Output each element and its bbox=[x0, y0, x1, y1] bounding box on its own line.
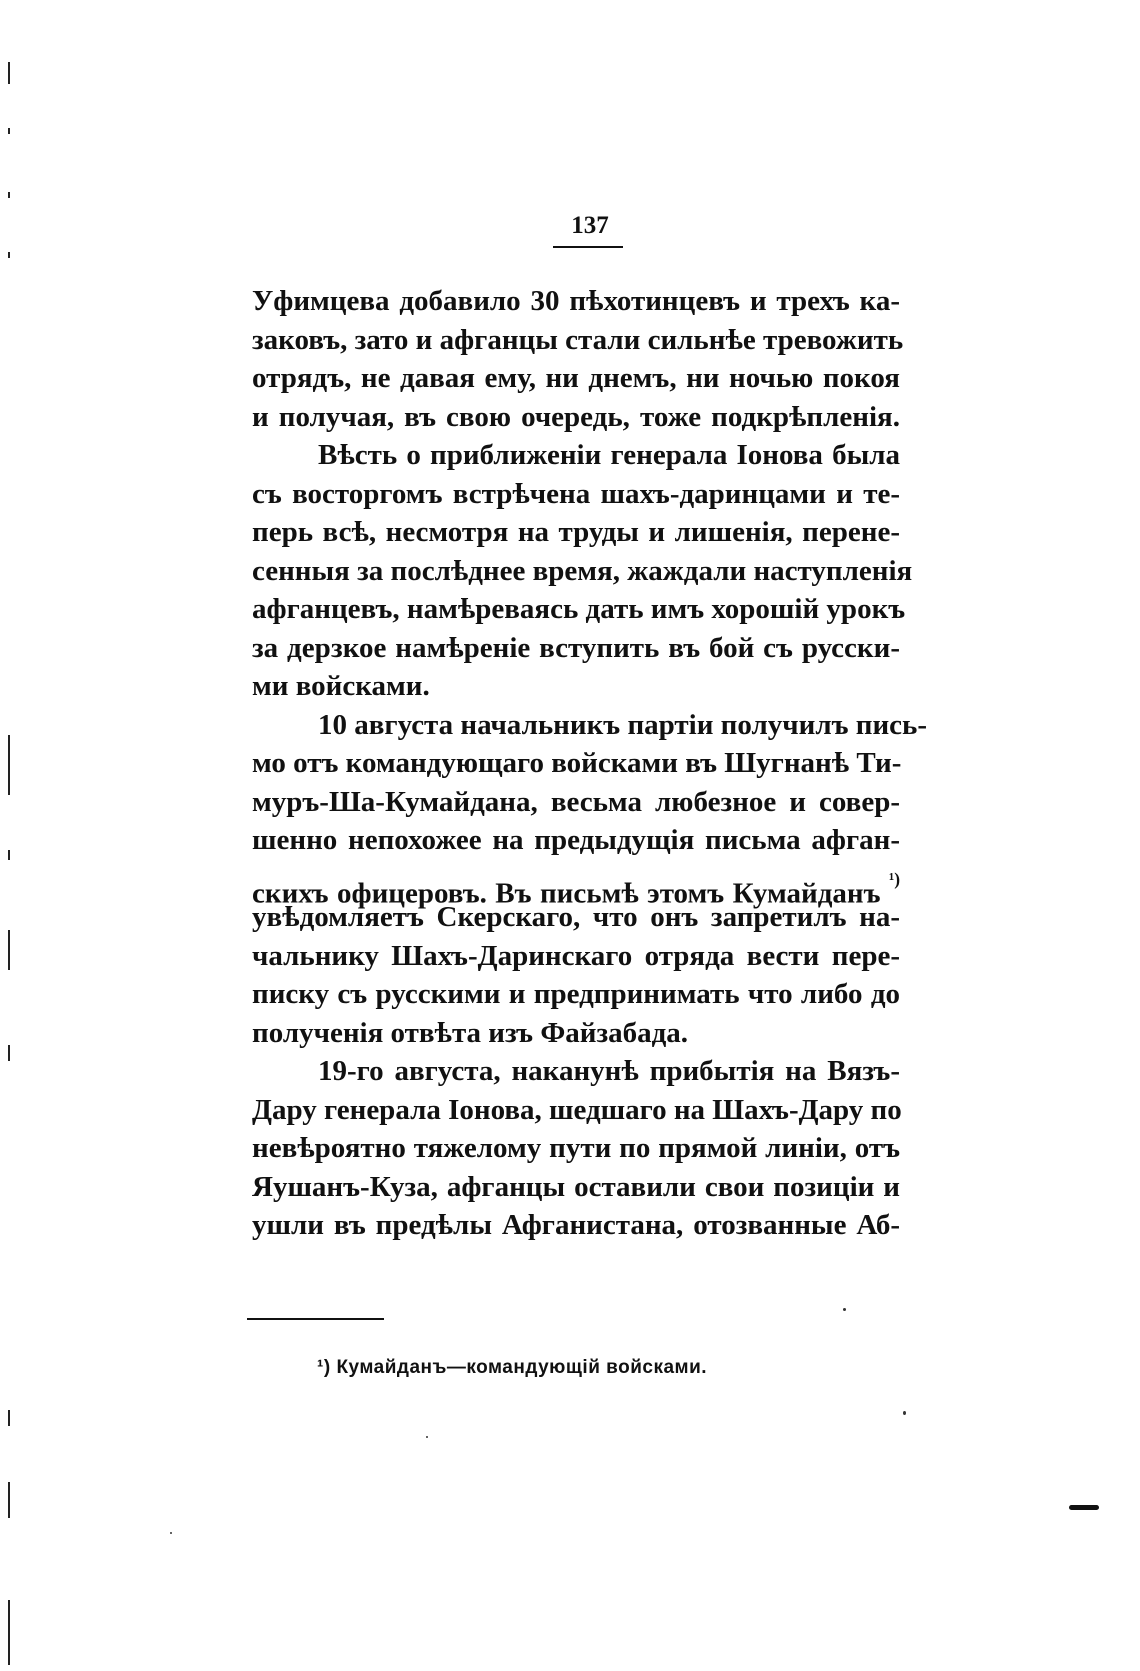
scan-margin-mark bbox=[8, 1482, 10, 1518]
scan-speck bbox=[903, 1411, 906, 1415]
text-line: сенныя за послѣднее время, жаждали наступленія bbox=[252, 554, 913, 587]
scan-dash-mark bbox=[1069, 1505, 1099, 1510]
text-line: заковъ, зато и афганцы стали сильнѣе тревожить bbox=[252, 323, 904, 356]
text-line: невѣроятно тяжелому пути по прямой линіи, отъ bbox=[252, 1132, 900, 1164]
scan-margin-mark bbox=[8, 735, 10, 795]
text-line: мо отъ командующаго войсками въ Шугнанѣ Ти- bbox=[252, 747, 902, 779]
text-line: ми войсками. bbox=[252, 670, 430, 702]
text-line: за дерзкое намѣреніе вступить въ бой съ русски- bbox=[252, 631, 900, 664]
footnote-reference: ¹) bbox=[888, 868, 900, 889]
text-line: Уфимцева добавило 30 пѣхотинцевъ и трехъ ка- bbox=[252, 285, 900, 317]
scan-margin-mark bbox=[8, 128, 10, 134]
text-line: Дару генерала Іонова, шедшаго на Шахъ-Дару по bbox=[252, 1093, 902, 1126]
scan-margin-mark bbox=[8, 850, 10, 860]
page-number: 137 bbox=[571, 212, 609, 239]
scan-margin-mark bbox=[8, 1410, 10, 1426]
text-line: 19-го августа, наканунѣ прибытія на Вязъ- bbox=[318, 1055, 900, 1087]
scan-margin-mark bbox=[8, 930, 10, 970]
scan-margin-mark bbox=[8, 1600, 10, 1665]
text-line: чальнику Шахъ-Даринскаго отряда вести пере- bbox=[252, 939, 900, 972]
scan-margin-mark bbox=[8, 62, 10, 84]
scan-speck bbox=[843, 1308, 846, 1311]
text-line: полученія отвѣта изъ Файзабада. bbox=[252, 1016, 689, 1049]
text-line: и получая, въ свою очередь, тоже подкрѣпленія. bbox=[252, 400, 900, 433]
footnote-separator bbox=[247, 1318, 384, 1320]
text-line-content: скихъ офицеровъ. Въ письмѣ этомъ Кумайданъ bbox=[252, 876, 881, 909]
text-line: муръ-Ша-Кумайдана, весьма любезное и совер- bbox=[252, 785, 900, 818]
text-line: афганцевъ, намѣреваясь дать имъ хорошій урокъ bbox=[252, 593, 906, 625]
footnote bbox=[317, 1357, 707, 1379]
text-line: 10 августа начальникъ партіи получилъ пись- bbox=[318, 708, 928, 741]
text-line: съ восторгомъ встрѣчена шахъ-даринцами и те- bbox=[252, 477, 900, 510]
footnote-text: Кумайданъ—командующій войсками. bbox=[336, 1357, 708, 1378]
page-number-rule bbox=[553, 246, 623, 248]
text-line: писку съ русскими и предпринимать что либо до bbox=[252, 978, 900, 1010]
text-line: отрядъ, не давая ему, ни днемъ, ни ночью покоя bbox=[252, 362, 900, 394]
scan-margin-mark bbox=[8, 192, 10, 198]
scan-margin-mark bbox=[8, 1045, 10, 1061]
scan-margin-mark bbox=[8, 252, 10, 258]
text-line: шенно непохожее на предыдущія письма афган- bbox=[252, 824, 900, 856]
footnote-marker: ¹) bbox=[317, 1357, 331, 1378]
text-line-with-footnote-ref bbox=[252, 860, 900, 909]
scan-speck bbox=[426, 1436, 428, 1438]
text-line: увѣдомляетъ Скерскаго, что онъ запретилъ на- bbox=[252, 901, 900, 933]
text-line: Яушанъ-Куза, афганцы оставили свои позиціи и bbox=[252, 1170, 900, 1203]
text-line: Вѣсть о приближеніи генерала Іонова была bbox=[318, 439, 900, 471]
text-line: перь всѣ, несмотря на труды и лишенія, перене- bbox=[252, 516, 900, 548]
body-text bbox=[252, 282, 928, 1245]
scan-speck bbox=[170, 1532, 172, 1534]
text-line: ушли въ предѣлы Афганистана, отозванные Аб- bbox=[252, 1209, 900, 1241]
